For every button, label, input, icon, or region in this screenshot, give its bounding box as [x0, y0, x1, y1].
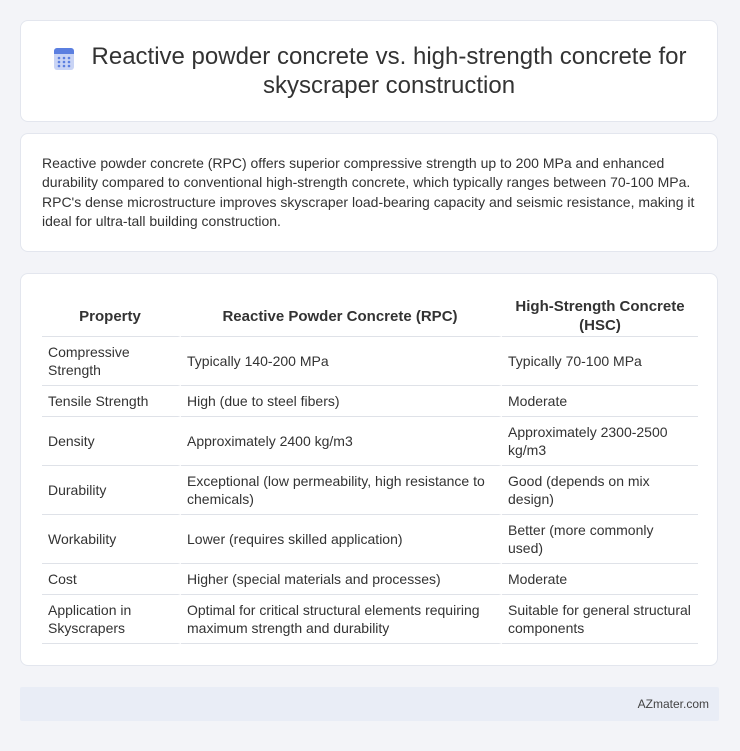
footer-brand-link[interactable]: AZmater.com [637, 697, 709, 711]
footer-bar [20, 687, 719, 721]
table-row [42, 515, 698, 564]
rpc-cell: Lower (requires skilled application) [181, 515, 502, 564]
comparison-table [42, 296, 698, 644]
property-cell: Cost [42, 564, 181, 595]
comparison-table-card [20, 273, 718, 666]
property-cell: Workability [42, 515, 181, 564]
column-header-rpc: Reactive Powder Concrete (RPC) [181, 296, 502, 337]
table-row [42, 466, 698, 515]
hsc-cell: Moderate [502, 386, 698, 417]
title-card [20, 20, 718, 122]
summary-paragraph: Reactive powder concrete (RPC) offers superior compressive strength up to 200 MPa and enhanced durability compared to conventional high-strength concrete, which typically ranges between 70-100 MPa. RPC's dense microstructure improves skyscraper load-bearing capacity and seismic resistance, making it ideal for ultra-tall building construction. [42, 155, 695, 229]
rpc-cell: Typically 140-200 MPa [181, 337, 502, 386]
hsc-cell: Typically 70-100 MPa [502, 337, 698, 386]
table-row [42, 595, 698, 644]
hsc-cell: Moderate [502, 564, 698, 595]
hsc-cell: Better (more commonly used) [502, 515, 698, 564]
table-row [42, 337, 698, 386]
rpc-cell: Higher (special materials and processes) [181, 564, 502, 595]
property-cell: Compressive Strength [42, 337, 181, 386]
rpc-cell: Optimal for critical structural elements requiring maximum strength and durability [181, 595, 502, 644]
property-cell: Application in Skyscrapers [42, 595, 181, 644]
summary-card [20, 133, 718, 252]
table-header-row [42, 296, 698, 337]
rpc-cell: Exceptional (low permeability, high resistance to chemicals) [181, 466, 502, 515]
hsc-cell: Approximately 2300-2500 kg/m3 [502, 417, 698, 466]
table-row [42, 386, 698, 417]
rpc-cell: Approximately 2400 kg/m3 [181, 417, 502, 466]
column-header-hsc: High-Strength Concrete (HSC) [502, 296, 698, 337]
table-row [42, 417, 698, 466]
rpc-cell: High (due to steel fibers) [181, 386, 502, 417]
property-cell: Density [42, 417, 181, 466]
page-title: Reactive powder concrete vs. high-strength concrete for skyscraper construction [91, 43, 687, 99]
hsc-cell: Good (depends on mix design) [502, 466, 698, 515]
property-cell: Tensile Strength [42, 386, 181, 417]
column-header-property: Property [42, 296, 181, 337]
hsc-cell: Suitable for general structural components [502, 595, 698, 644]
property-cell: Durability [42, 466, 181, 515]
table-row [42, 564, 698, 595]
